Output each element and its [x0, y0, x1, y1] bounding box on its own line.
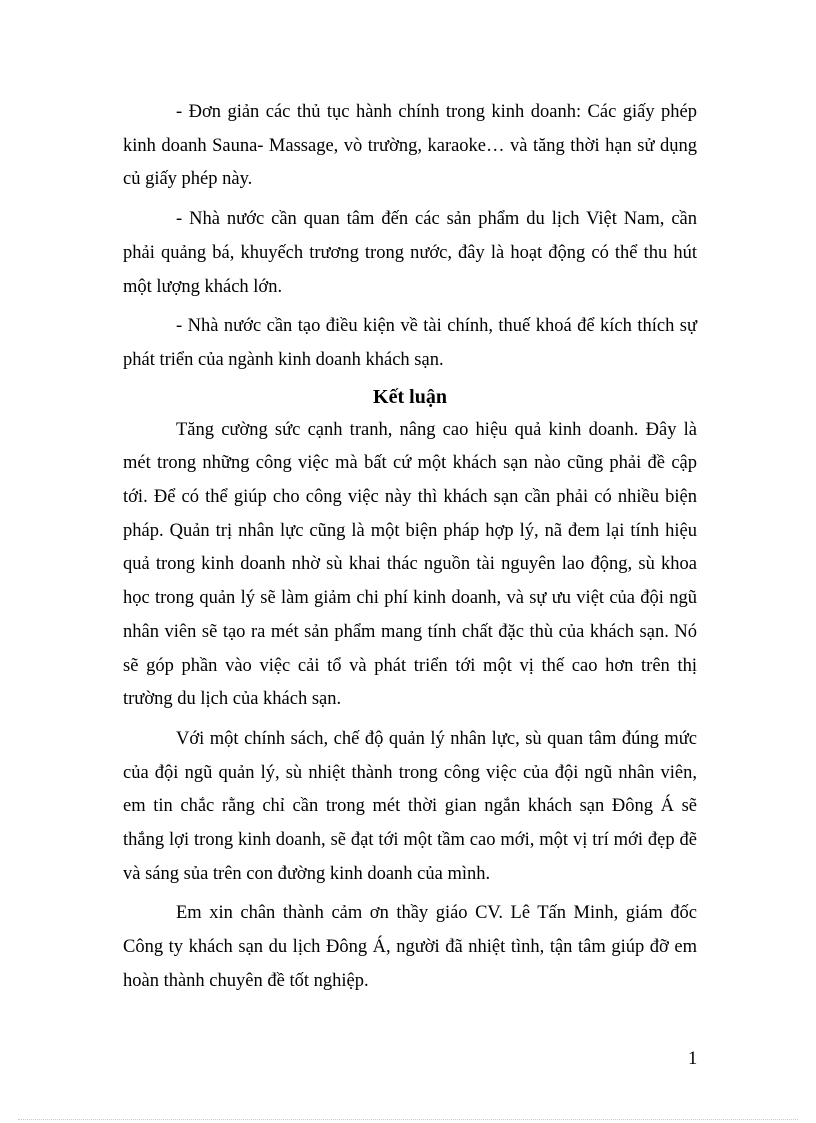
paragraph-conclusion-competitiveness: Tăng cường sức cạnh tranh, nâng cao hiệu quả kinh doanh. Đây là mét trong những công việc mà bất cứ một khách sạn nào cũng phải đề cập tới. Để có thể giúp cho công việc này thì khách sạn cần phải có nhiều biện pháp. Quản trị nhân lực cũng là một biện pháp hợp lý, nã đem lại tính hiệu quả trong kinh doanh nhờ sù khai thác nguồn tài nguyên lao động, sù khoa học trong quản lý sẽ làm giảm chi phí kinh doanh, và sự ưu việt của đội ngũ nhân viên sẽ tạo ra mét sản phẩm mang tính chất đặc thù của khách sạn. Nó sẽ góp phần vào việc cải tổ và phát triển tới một vị thế cao hơn trên thị trường du lịch của khách sạn.: [123, 419, 697, 710]
paragraph-financial-support: - Nhà nước cần tạo điều kiện về tài chính, thuế khoá để kích thích sự phát triển của ngành kinh doanh khách sạn.: [123, 316, 697, 370]
paragraph-acknowledgement: Em xin chân thành cảm ơn thầy giáo CV. Lê Tấn Minh, giám đốc Công ty khách sạn du lịch Đông Á, người đã nhiệt tình, tận tâm giúp đỡ em hoàn thành chuyên đề tốt nghiệp.: [123, 903, 697, 991]
conclusion-heading: Kết luận: [373, 385, 447, 408]
paragraph-promote-tourism: - Nhà nước cần quan tâm đến các sản phẩm du lịch Việt Nam, cần phải quảng bá, khuyếch trương trong nước, đây là hoạt động có thể thu hút một lượng khách lớn.: [123, 209, 697, 297]
paragraph-simplify-procedures: - Đơn giản các thủ tục hành chính trong kinh doanh: Các giấy phép kinh doanh Sauna- Massage, vò trường, karaoke… và tăng thời hạn sử dụng củ giấy phép này.: [123, 102, 697, 190]
page-number: 1: [688, 1049, 698, 1069]
paragraph-conclusion-policy: Với một chính sách, chế độ quản lý nhân lực, sù quan tâm đúng mức của đội ngũ quản lý, sù nhiệt thành trong công việc của đội ngũ nhân viên, em tin chắc rằng chỉ cần trong mét thời gian ngắn khách sạn Đông Á sẽ thắng lợi trong kinh doanh, sẽ đạt tới một tầm cao mới, một vị trí mới đẹp đẽ và sáng sủa trên con đường kinh doanh của mình.: [123, 728, 697, 884]
page-bottom-divider: [18, 1119, 798, 1120]
page-content: [123, 96, 697, 999]
